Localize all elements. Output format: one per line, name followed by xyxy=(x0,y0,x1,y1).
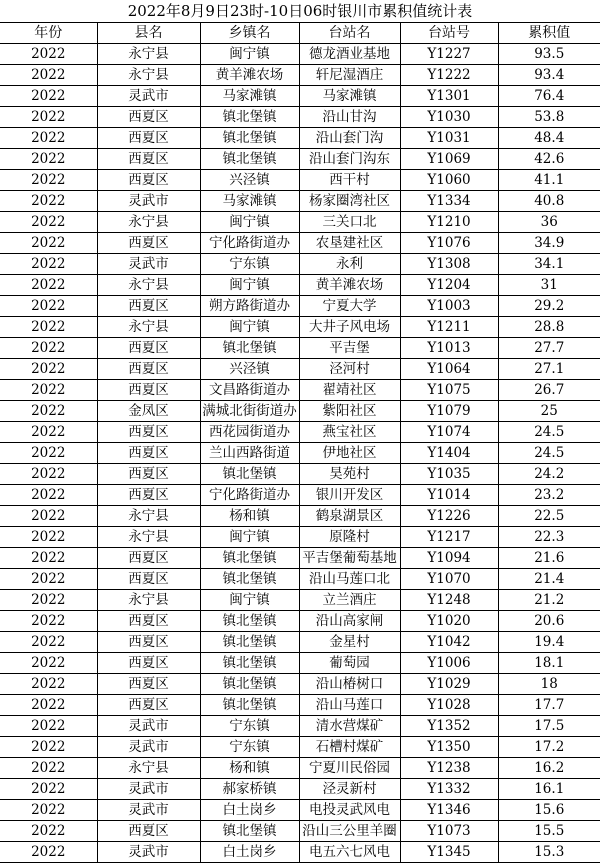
table-row xyxy=(0,821,600,842)
town-cell: 镇北堡镇 xyxy=(200,632,299,653)
station-name-cell: 立兰酒庄 xyxy=(299,590,400,611)
town-cell: 镇北堡镇 xyxy=(200,464,299,485)
county-cell: 灵武市 xyxy=(97,842,200,863)
county-cell: 西夏区 xyxy=(97,338,200,359)
town-cell: 杨和镇 xyxy=(200,506,299,527)
county-cell: 西夏区 xyxy=(97,548,200,569)
station-id-cell: Y1079 xyxy=(400,401,498,422)
accumulated-value-cell: 36 xyxy=(498,212,600,233)
station-name-cell: 金星村 xyxy=(299,632,400,653)
column-header-year: 年份 xyxy=(0,23,97,44)
town-cell: 宁东镇 xyxy=(200,254,299,275)
county-cell: 西夏区 xyxy=(97,695,200,716)
station-id-cell: Y1404 xyxy=(400,443,498,464)
town-cell: 镇北堡镇 xyxy=(200,611,299,632)
station-id-cell: Y1345 xyxy=(400,842,498,863)
town-cell: 镇北堡镇 xyxy=(200,149,299,170)
year-cell: 2022 xyxy=(0,296,97,317)
county-cell: 西夏区 xyxy=(97,632,200,653)
column-header-county: 县名 xyxy=(97,23,200,44)
year-cell: 2022 xyxy=(0,212,97,233)
station-id-cell: Y1028 xyxy=(400,695,498,716)
year-cell: 2022 xyxy=(0,275,97,296)
year-cell: 2022 xyxy=(0,338,97,359)
station-id-cell: Y1030 xyxy=(400,107,498,128)
station-name-cell: 电投灵武风电 xyxy=(299,800,400,821)
accumulated-value-cell: 17.7 xyxy=(498,695,600,716)
station-name-cell: 大井子风电场 xyxy=(299,317,400,338)
accumulated-value-cell: 18.1 xyxy=(498,653,600,674)
year-cell: 2022 xyxy=(0,632,97,653)
station-name-cell: 沿山甘沟 xyxy=(299,107,400,128)
town-cell: 闽宁镇 xyxy=(200,317,299,338)
accumulated-value-cell: 24.5 xyxy=(498,422,600,443)
station-id-cell: Y1073 xyxy=(400,821,498,842)
column-header-accumulated-value: 累积值 xyxy=(498,23,600,44)
station-id-cell: Y1217 xyxy=(400,527,498,548)
table-row xyxy=(0,485,600,506)
accumulated-value-cell: 27.7 xyxy=(498,338,600,359)
table-row xyxy=(0,695,600,716)
table-row xyxy=(0,296,600,317)
county-cell: 西夏区 xyxy=(97,485,200,506)
year-cell: 2022 xyxy=(0,611,97,632)
table-row xyxy=(0,233,600,254)
county-cell: 西夏区 xyxy=(97,653,200,674)
station-id-cell: Y1031 xyxy=(400,128,498,149)
town-cell: 白土岗乡 xyxy=(200,800,299,821)
year-cell: 2022 xyxy=(0,779,97,800)
station-id-cell: Y1020 xyxy=(400,611,498,632)
county-cell: 灵武市 xyxy=(97,716,200,737)
table-row xyxy=(0,506,600,527)
year-cell: 2022 xyxy=(0,254,97,275)
station-name-cell: 伊地社区 xyxy=(299,443,400,464)
county-cell: 西夏区 xyxy=(97,443,200,464)
table-row xyxy=(0,443,600,464)
station-name-cell: 平吉堡 xyxy=(299,338,400,359)
table-row xyxy=(0,380,600,401)
year-cell: 2022 xyxy=(0,527,97,548)
county-cell: 永宁县 xyxy=(97,65,200,86)
year-cell: 2022 xyxy=(0,758,97,779)
station-id-cell: Y1346 xyxy=(400,800,498,821)
county-cell: 西夏区 xyxy=(97,233,200,254)
year-cell: 2022 xyxy=(0,149,97,170)
county-cell: 西夏区 xyxy=(97,674,200,695)
town-cell: 兴泾镇 xyxy=(200,170,299,191)
county-cell: 永宁县 xyxy=(97,527,200,548)
year-cell: 2022 xyxy=(0,86,97,107)
station-id-cell: Y1248 xyxy=(400,590,498,611)
table-row xyxy=(0,401,600,422)
accumulated-value-cell: 16.2 xyxy=(498,758,600,779)
station-name-cell: 泾河村 xyxy=(299,359,400,380)
accumulated-value-cell: 15.5 xyxy=(498,821,600,842)
town-cell: 镇北堡镇 xyxy=(200,338,299,359)
station-name-cell: 电五六七风电 xyxy=(299,842,400,863)
table-row xyxy=(0,632,600,653)
table-row xyxy=(0,212,600,233)
year-cell: 2022 xyxy=(0,128,97,149)
town-cell: 西花园街道办 xyxy=(200,422,299,443)
station-id-cell: Y1227 xyxy=(400,44,498,65)
station-id-cell: Y1352 xyxy=(400,716,498,737)
station-id-cell: Y1226 xyxy=(400,506,498,527)
accumulated-value-cell: 18 xyxy=(498,674,600,695)
station-name-cell: 沿山马莲口北 xyxy=(299,569,400,590)
station-id-cell: Y1222 xyxy=(400,65,498,86)
station-id-cell: Y1204 xyxy=(400,275,498,296)
station-id-cell: Y1035 xyxy=(400,464,498,485)
accumulated-value-cell: 26.7 xyxy=(498,380,600,401)
county-cell: 西夏区 xyxy=(97,296,200,317)
station-name-cell: 原隆村 xyxy=(299,527,400,548)
accumulated-value-cell: 19.4 xyxy=(498,632,600,653)
station-name-cell: 沿山套门沟东 xyxy=(299,149,400,170)
county-cell: 永宁县 xyxy=(97,44,200,65)
table-row xyxy=(0,317,600,338)
table-row xyxy=(0,464,600,485)
county-cell: 灵武市 xyxy=(97,191,200,212)
table-row xyxy=(0,548,600,569)
station-name-cell: 葡萄园 xyxy=(299,653,400,674)
year-cell: 2022 xyxy=(0,548,97,569)
year-cell: 2022 xyxy=(0,695,97,716)
station-id-cell: Y1211 xyxy=(400,317,498,338)
accumulated-value-cell: 29.2 xyxy=(498,296,600,317)
accumulated-value-cell: 21.4 xyxy=(498,569,600,590)
accumulated-value-cell: 27.1 xyxy=(498,359,600,380)
county-cell: 西夏区 xyxy=(97,611,200,632)
station-name-cell: 石槽村煤矿 xyxy=(299,737,400,758)
station-name-cell: 宁夏大学 xyxy=(299,296,400,317)
station-name-cell: 农垦建社区 xyxy=(299,233,400,254)
table-row xyxy=(0,149,600,170)
station-id-cell: Y1006 xyxy=(400,653,498,674)
accumulated-value-cell: 76.4 xyxy=(498,86,600,107)
accumulated-value-cell: 15.6 xyxy=(498,800,600,821)
station-name-cell: 永利 xyxy=(299,254,400,275)
station-name-cell: 轩尼湿酒庄 xyxy=(299,65,400,86)
station-name-cell: 杨家圈湾社区 xyxy=(299,191,400,212)
town-cell: 马家滩镇 xyxy=(200,191,299,212)
table-row xyxy=(0,674,600,695)
column-header-station-name: 台站名 xyxy=(299,23,400,44)
year-cell: 2022 xyxy=(0,44,97,65)
column-header-town: 乡镇名 xyxy=(200,23,299,44)
town-cell: 文昌路街道办 xyxy=(200,380,299,401)
year-cell: 2022 xyxy=(0,464,97,485)
accumulated-value-cell: 42.6 xyxy=(498,149,600,170)
station-id-cell: Y1064 xyxy=(400,359,498,380)
station-name-cell: 紫阳社区 xyxy=(299,401,400,422)
station-name-cell: 三关口北 xyxy=(299,212,400,233)
county-cell: 西夏区 xyxy=(97,128,200,149)
accumulated-value-cell: 21.6 xyxy=(498,548,600,569)
year-cell: 2022 xyxy=(0,674,97,695)
station-name-cell: 沿山椿树口 xyxy=(299,674,400,695)
table-body xyxy=(0,44,600,863)
town-cell: 杨和镇 xyxy=(200,758,299,779)
county-cell: 西夏区 xyxy=(97,359,200,380)
year-cell: 2022 xyxy=(0,191,97,212)
county-cell: 永宁县 xyxy=(97,758,200,779)
station-name-cell: 沿山马莲口 xyxy=(299,695,400,716)
station-name-cell: 泾灵新村 xyxy=(299,779,400,800)
county-cell: 永宁县 xyxy=(97,590,200,611)
town-cell: 闽宁镇 xyxy=(200,527,299,548)
year-cell: 2022 xyxy=(0,170,97,191)
accumulated-value-cell: 31 xyxy=(498,275,600,296)
table-row xyxy=(0,842,600,863)
station-name-cell: 宁夏川民俗园 xyxy=(299,758,400,779)
station-name-cell: 翟靖社区 xyxy=(299,380,400,401)
station-name-cell: 鹤泉湖景区 xyxy=(299,506,400,527)
accumulated-value-cell: 25 xyxy=(498,401,600,422)
station-name-cell: 燕宝社区 xyxy=(299,422,400,443)
county-cell: 西夏区 xyxy=(97,170,200,191)
year-cell: 2022 xyxy=(0,737,97,758)
accumulated-value-cell: 22.3 xyxy=(498,527,600,548)
table-row xyxy=(0,422,600,443)
county-cell: 西夏区 xyxy=(97,422,200,443)
town-cell: 马家滩镇 xyxy=(200,86,299,107)
town-cell: 宁东镇 xyxy=(200,737,299,758)
table-row xyxy=(0,44,600,65)
table-row xyxy=(0,275,600,296)
county-cell: 灵武市 xyxy=(97,779,200,800)
year-cell: 2022 xyxy=(0,569,97,590)
year-cell: 2022 xyxy=(0,380,97,401)
county-cell: 永宁县 xyxy=(97,212,200,233)
station-id-cell: Y1014 xyxy=(400,485,498,506)
town-cell: 闽宁镇 xyxy=(200,212,299,233)
year-cell: 2022 xyxy=(0,443,97,464)
town-cell: 镇北堡镇 xyxy=(200,569,299,590)
town-cell: 闽宁镇 xyxy=(200,275,299,296)
county-cell: 灵武市 xyxy=(97,800,200,821)
year-cell: 2022 xyxy=(0,107,97,128)
station-id-cell: Y1070 xyxy=(400,569,498,590)
town-cell: 镇北堡镇 xyxy=(200,548,299,569)
accumulated-value-cell: 15.3 xyxy=(498,842,600,863)
town-cell: 闽宁镇 xyxy=(200,44,299,65)
station-id-cell: Y1076 xyxy=(400,233,498,254)
year-cell: 2022 xyxy=(0,842,97,863)
table-row xyxy=(0,569,600,590)
accumulated-value-cell: 34.1 xyxy=(498,254,600,275)
year-cell: 2022 xyxy=(0,716,97,737)
header-row xyxy=(0,23,600,44)
year-cell: 2022 xyxy=(0,359,97,380)
station-id-cell: Y1301 xyxy=(400,86,498,107)
table-row xyxy=(0,65,600,86)
town-cell: 满城北街街道办 xyxy=(200,401,299,422)
year-cell: 2022 xyxy=(0,65,97,86)
county-cell: 西夏区 xyxy=(97,464,200,485)
accumulated-value-cell: 40.8 xyxy=(498,191,600,212)
year-cell: 2022 xyxy=(0,401,97,422)
accumulated-value-cell: 17.2 xyxy=(498,737,600,758)
town-cell: 闽宁镇 xyxy=(200,590,299,611)
county-cell: 西夏区 xyxy=(97,149,200,170)
station-id-cell: Y1013 xyxy=(400,338,498,359)
year-cell: 2022 xyxy=(0,653,97,674)
accumulated-value-cell: 24.2 xyxy=(498,464,600,485)
year-cell: 2022 xyxy=(0,800,97,821)
station-id-cell: Y1075 xyxy=(400,380,498,401)
table-row xyxy=(0,86,600,107)
year-cell: 2022 xyxy=(0,317,97,338)
county-cell: 灵武市 xyxy=(97,86,200,107)
station-name-cell: 清水营煤矿 xyxy=(299,716,400,737)
table-row xyxy=(0,779,600,800)
table-row xyxy=(0,191,600,212)
station-id-cell: Y1029 xyxy=(400,674,498,695)
station-id-cell: Y1094 xyxy=(400,548,498,569)
table-row xyxy=(0,800,600,821)
town-cell: 镇北堡镇 xyxy=(200,821,299,842)
station-name-cell: 黄羊滩农场 xyxy=(299,275,400,296)
town-cell: 宁化路街道办 xyxy=(200,233,299,254)
table-row xyxy=(0,527,600,548)
town-cell: 郝家桥镇 xyxy=(200,779,299,800)
station-id-cell: Y1074 xyxy=(400,422,498,443)
accumulated-value-cell: 53.8 xyxy=(498,107,600,128)
accumulated-value-cell: 93.5 xyxy=(498,44,600,65)
county-cell: 灵武市 xyxy=(97,254,200,275)
station-id-cell: Y1210 xyxy=(400,212,498,233)
town-cell: 兴泾镇 xyxy=(200,359,299,380)
year-cell: 2022 xyxy=(0,422,97,443)
station-id-cell: Y1332 xyxy=(400,779,498,800)
table-row xyxy=(0,107,600,128)
station-name-cell: 平吉堡葡萄基地 xyxy=(299,548,400,569)
county-cell: 永宁县 xyxy=(97,275,200,296)
town-cell: 宁东镇 xyxy=(200,716,299,737)
accumulated-value-cell: 23.2 xyxy=(498,485,600,506)
station-id-cell: Y1350 xyxy=(400,737,498,758)
town-cell: 镇北堡镇 xyxy=(200,695,299,716)
accumulated-value-cell: 48.4 xyxy=(498,128,600,149)
accumulated-value-cell: 17.5 xyxy=(498,716,600,737)
accumulated-value-cell: 24.5 xyxy=(498,443,600,464)
column-header-station-id: 台站号 xyxy=(400,23,498,44)
county-cell: 灵武市 xyxy=(97,737,200,758)
station-name-cell: 西干村 xyxy=(299,170,400,191)
year-cell: 2022 xyxy=(0,590,97,611)
station-id-cell: Y1042 xyxy=(400,632,498,653)
accumulated-value-cell: 21.2 xyxy=(498,590,600,611)
year-cell: 2022 xyxy=(0,485,97,506)
table-row xyxy=(0,338,600,359)
accumulated-value-cell: 22.5 xyxy=(498,506,600,527)
county-cell: 西夏区 xyxy=(97,569,200,590)
county-cell: 西夏区 xyxy=(97,821,200,842)
table-row xyxy=(0,590,600,611)
town-cell: 镇北堡镇 xyxy=(200,107,299,128)
year-cell: 2022 xyxy=(0,821,97,842)
town-cell: 镇北堡镇 xyxy=(200,128,299,149)
station-id-cell: Y1334 xyxy=(400,191,498,212)
county-cell: 金凤区 xyxy=(97,401,200,422)
town-cell: 朔方路街道办 xyxy=(200,296,299,317)
accumulated-value-cell: 20.6 xyxy=(498,611,600,632)
table-row xyxy=(0,653,600,674)
station-id-cell: Y1308 xyxy=(400,254,498,275)
station-name-cell: 沿山高家闸 xyxy=(299,611,400,632)
county-cell: 西夏区 xyxy=(97,107,200,128)
accumulated-value-cell: 93.4 xyxy=(498,65,600,86)
town-cell: 兰山西路街道 xyxy=(200,443,299,464)
town-cell: 宁化路街道办 xyxy=(200,485,299,506)
table-row xyxy=(0,359,600,380)
table-row xyxy=(0,170,600,191)
county-cell: 永宁县 xyxy=(97,317,200,338)
station-id-cell: Y1069 xyxy=(400,149,498,170)
accumulated-value-cell: 34.9 xyxy=(498,233,600,254)
table-row xyxy=(0,611,600,632)
town-cell: 镇北堡镇 xyxy=(200,674,299,695)
year-cell: 2022 xyxy=(0,506,97,527)
year-cell: 2022 xyxy=(0,233,97,254)
county-cell: 西夏区 xyxy=(97,380,200,401)
table-row xyxy=(0,758,600,779)
station-name-cell: 昊苑村 xyxy=(299,464,400,485)
table-title: 2022年8月9日23时-10日06时银川市累积值统计表 xyxy=(0,0,600,23)
station-name-cell: 马家滩镇 xyxy=(299,86,400,107)
table-row xyxy=(0,737,600,758)
table-row xyxy=(0,716,600,737)
station-name-cell: 沿山套门沟 xyxy=(299,128,400,149)
town-cell: 镇北堡镇 xyxy=(200,653,299,674)
town-cell: 黄羊滩农场 xyxy=(200,65,299,86)
accumulated-value-cell: 16.1 xyxy=(498,779,600,800)
station-name-cell: 沿山三公里羊圈 xyxy=(299,821,400,842)
county-cell: 永宁县 xyxy=(97,506,200,527)
table-row xyxy=(0,128,600,149)
station-name-cell: 德龙酒业基地 xyxy=(299,44,400,65)
station-id-cell: Y1060 xyxy=(400,170,498,191)
station-name-cell: 银川开发区 xyxy=(299,485,400,506)
accumulated-value-cell: 28.8 xyxy=(498,317,600,338)
town-cell: 白土岗乡 xyxy=(200,842,299,863)
table-row xyxy=(0,254,600,275)
accumulation-table xyxy=(0,23,600,863)
station-id-cell: Y1238 xyxy=(400,758,498,779)
accumulated-value-cell: 41.1 xyxy=(498,170,600,191)
station-id-cell: Y1003 xyxy=(400,296,498,317)
